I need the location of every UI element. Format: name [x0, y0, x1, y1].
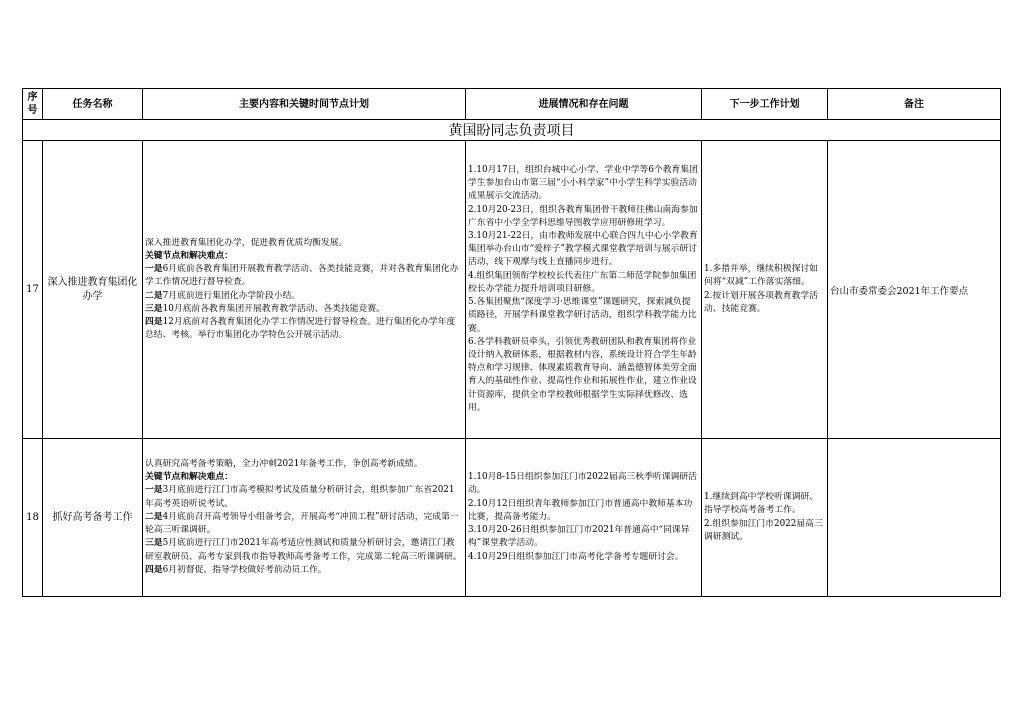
header-progress: 进展情况和存在问题: [466, 89, 702, 120]
next-step-cell: [702, 439, 828, 597]
progress-item: 3.10月20-26日组织参加江门市2021年普通高中“同课异构”课堂教学活动。: [468, 525, 690, 549]
next-step-item: 1.继续到高中学校听课调研、指导学校高考备考工作。: [704, 492, 818, 516]
table-row: [23, 439, 1001, 597]
plan-item: 四是12月底前对各教育集团化办学工作情况进行督导检查。进行集团化办学年度总结、考核。举行市集团化办学特色公开展示活动。: [145, 316, 456, 341]
plan-intro: 认真研究高考备考策略，全力冲刺2021年备考工作，争创高考新成绩。: [145, 459, 423, 470]
note-cell: 台山市委常委会2021年工作要点: [828, 141, 1001, 439]
progress-item: 6.各学科教研员牵头，引领优秀教研团队和教育集团将作业设计纳入教研体系，根据教材内容，系统设计符合学生年龄特点和学习规律、体现素质教育导向、涵盖德智体美劳全面育人的基础性作业、提高性作业和拓展性作业，建立作业设计资源库，提供全市学校教师根据学生实际择优修改、选用。: [468, 336, 697, 413]
task-name-cell: 抓好高考备考工作: [43, 439, 143, 597]
progress-cell: [466, 439, 702, 597]
progress-item: 2.10月20-23日，组织各教育集团骨干教师往佛山南海参加广东省中小学全学科思维导图教学应用研修班学习。: [468, 204, 698, 228]
note-cell: [828, 439, 1001, 597]
next-step-item: 2.按计划开展各项教育教学活动、技能竞赛。: [704, 290, 818, 314]
header-next: 下一步工作计划: [702, 89, 828, 120]
group-row: [23, 120, 1001, 141]
header-row: [23, 89, 1001, 120]
next-step-cell: [702, 141, 828, 439]
progress-item: 4.10月29日组织参加江门市高考化学备考专题研讨会。: [468, 551, 684, 562]
plan-key-label: 关键节点和解决难点：: [145, 472, 233, 483]
progress-item: 5.各集团聚焦“深度学习·思维课堂”课题研究，探索减负提质路径，开展学科课堂教学研讨活动，组织学科教学能力比赛。: [468, 297, 697, 334]
header-task: 任务名称: [43, 89, 143, 120]
next-step-item: 1.多措并举，继续积极探讨如何将“双减”工作落实落细。: [704, 264, 818, 288]
plan-item: 二是7月底前进行集团化办学阶段小结。: [145, 290, 301, 301]
plan-item: 四是6月初督促、指导学校做好考前动员工作。: [145, 564, 327, 575]
progress-cell: [466, 141, 702, 439]
plan-cell: [143, 439, 466, 597]
header-plan: 主要内容和关键时间节点计划: [143, 89, 466, 120]
plan-item: 三是10月底前各教育集团开展教育教学活动、各类技能竞赛。: [145, 303, 385, 314]
task-name-cell: 深入推进教育集团化办学: [43, 141, 143, 439]
progress-item: 3.10月21-22日，由市教师发展中心联合四九中心小学教育集团举办台山市“爱梓子”教学模式课堂教学培训与展示研讨活动，线下观摩与线上直播同步进行。: [468, 231, 698, 268]
progress-item: 2.10月12日组织青年教师参加江门市普通高中教师基本功比赛，提高备考能力。: [468, 498, 693, 522]
group-title: 黄国盼同志负责项目: [23, 120, 1001, 141]
plan-key-label: 关键节点和解决难点：: [145, 250, 233, 261]
next-step-item: 2.组织参加江门市2022届高三调研测试。: [704, 518, 823, 542]
header-note: 备注: [828, 89, 1001, 120]
table-row: [23, 141, 1001, 439]
progress-item: 4.组织集团领衔学校校长代表往广东第二师范学院参加集团校长办学能力提升培训项目研修。: [468, 270, 697, 294]
plan-item: 一是6月底前各教育集团开展教育教学活动、各类技能竞赛，并对各教育集团化办学工作情况进行督导检查。: [145, 264, 459, 288]
plan-item: 二是4月底前召开高考领导小组备考会，开展高考“冲顶工程”研讨活动，完成第一轮高三听课调研。: [145, 511, 459, 536]
plan-item: 一是3月底前进行江门市高考模拟考试及质量分析研讨会，组织参加广东省2021年高考英语听说考试。: [145, 485, 455, 509]
seq-cell: 17: [23, 141, 43, 439]
progress-item: 1.10月17日，组织台城中心小学、学业中学等6个教育集团学生参加台山市第三届“小小科学家”中小学生科学实验活动成果展示交流活动。: [468, 165, 698, 202]
plan-cell: [143, 141, 466, 439]
seq-cell: 18: [23, 439, 43, 597]
work-plan-table: [22, 88, 1001, 597]
header-seq: 序号: [23, 89, 43, 120]
plan-item: 三是5月底前进行江门市2021年高考适应性测试和质量分析研讨会，邀请江门教研室教研员、高考专家到我市指导教师高考备考工作，完成第二轮高三听课调研。: [145, 538, 462, 562]
progress-item: 1.10月8-15日组织参加江门市2022届高三秋季听课调研活动。: [468, 472, 697, 496]
plan-intro: 深入推进教育集团化办学，促进教育优质均衡发展。: [145, 237, 348, 248]
